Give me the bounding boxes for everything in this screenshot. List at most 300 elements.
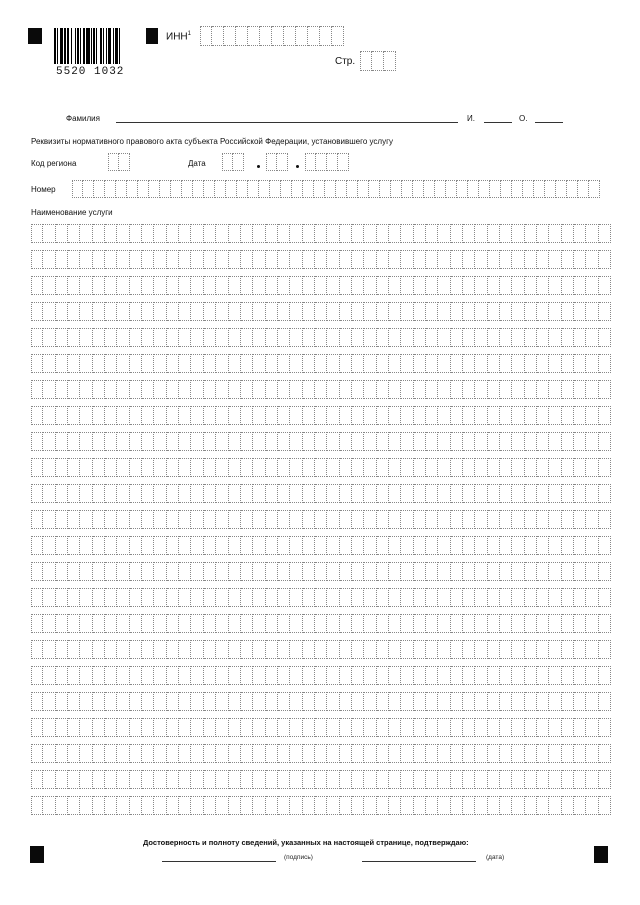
service-name-cell[interactable] <box>303 614 315 633</box>
act-number-cell[interactable] <box>413 180 424 198</box>
service-name-cell[interactable] <box>599 328 611 347</box>
service-name-cell[interactable] <box>377 744 389 763</box>
service-name-cell[interactable] <box>500 432 512 451</box>
service-name-cell[interactable] <box>512 718 524 737</box>
service-name-cell[interactable] <box>389 432 401 451</box>
service-name-cell[interactable] <box>130 692 142 711</box>
service-name-cell[interactable] <box>389 770 401 789</box>
service-name-cell[interactable] <box>389 302 401 321</box>
service-name-cell[interactable] <box>340 536 352 555</box>
service-name-cell[interactable] <box>525 744 537 763</box>
service-name-cell[interactable] <box>204 744 216 763</box>
service-name-cell[interactable] <box>537 796 549 815</box>
service-name-cell[interactable] <box>340 562 352 581</box>
service-name-cell[interactable] <box>43 484 55 503</box>
service-name-cell[interactable] <box>253 302 265 321</box>
act-number-cell[interactable] <box>72 180 83 198</box>
service-name-cell[interactable] <box>167 302 179 321</box>
act-number-cell[interactable] <box>105 180 116 198</box>
service-name-cell[interactable] <box>574 354 586 373</box>
service-name-cell[interactable] <box>117 770 129 789</box>
service-name-cell[interactable] <box>537 432 549 451</box>
service-name-cell[interactable] <box>204 354 216 373</box>
signature-field[interactable] <box>162 861 276 862</box>
service-name-cell[interactable] <box>500 666 512 685</box>
service-name-cell[interactable] <box>364 276 376 295</box>
service-name-cell[interactable] <box>93 250 105 269</box>
service-name-cell[interactable] <box>241 796 253 815</box>
service-name-cell[interactable] <box>475 458 487 477</box>
service-name-cell[interactable] <box>142 354 154 373</box>
region-code-cell[interactable] <box>119 153 130 171</box>
service-name-cell[interactable] <box>488 250 500 269</box>
service-name-cell[interactable] <box>340 640 352 659</box>
service-name-cell[interactable] <box>253 718 265 737</box>
service-name-cell[interactable] <box>179 744 191 763</box>
service-name-cell[interactable] <box>191 562 203 581</box>
service-name-cell[interactable] <box>512 458 524 477</box>
service-name-cell[interactable] <box>562 432 574 451</box>
service-name-cell[interactable] <box>43 458 55 477</box>
service-name-cell[interactable] <box>303 354 315 373</box>
service-name-cell[interactable] <box>451 536 463 555</box>
service-name-cell[interactable] <box>389 692 401 711</box>
service-name-cell[interactable] <box>401 640 413 659</box>
service-name-cell[interactable] <box>154 640 166 659</box>
service-name-cell[interactable] <box>130 224 142 243</box>
service-name-cell[interactable] <box>31 432 43 451</box>
service-name-cell[interactable] <box>438 744 450 763</box>
service-name-cell[interactable] <box>488 224 500 243</box>
service-name-cell[interactable] <box>586 458 598 477</box>
service-name-cell[interactable] <box>266 796 278 815</box>
service-name-cell[interactable] <box>500 692 512 711</box>
service-name-cell[interactable] <box>352 328 364 347</box>
service-name-cell[interactable] <box>414 302 426 321</box>
service-name-cell[interactable] <box>105 432 117 451</box>
service-name-cell[interactable] <box>352 354 364 373</box>
service-name-cell[interactable] <box>278 354 290 373</box>
service-name-cell[interactable] <box>377 224 389 243</box>
service-name-cell[interactable] <box>266 328 278 347</box>
initial-i-field[interactable] <box>484 122 512 123</box>
service-name-cell[interactable] <box>179 406 191 425</box>
service-name-cell[interactable] <box>537 666 549 685</box>
service-name-cell[interactable] <box>352 744 364 763</box>
service-name-cell[interactable] <box>142 458 154 477</box>
service-name-cell[interactable] <box>426 432 438 451</box>
service-name-cell[interactable] <box>130 302 142 321</box>
service-name-cell[interactable] <box>179 302 191 321</box>
service-name-cell[interactable] <box>599 718 611 737</box>
service-name-cell[interactable] <box>93 640 105 659</box>
service-name-cell[interactable] <box>204 796 216 815</box>
service-name-cell[interactable] <box>525 796 537 815</box>
service-name-cell[interactable] <box>56 380 68 399</box>
service-name-cell[interactable] <box>426 406 438 425</box>
act-number-cell[interactable] <box>226 180 237 198</box>
service-name-cell[interactable] <box>537 640 549 659</box>
service-name-cell[interactable] <box>364 354 376 373</box>
service-name-cell[interactable] <box>43 718 55 737</box>
service-name-cell[interactable] <box>241 484 253 503</box>
service-name-cell[interactable] <box>537 406 549 425</box>
service-name-cell[interactable] <box>154 510 166 529</box>
service-name-row[interactable] <box>31 744 611 763</box>
service-name-cell[interactable] <box>80 250 92 269</box>
service-name-cell[interactable] <box>512 354 524 373</box>
service-name-cell[interactable] <box>241 666 253 685</box>
service-name-cell[interactable] <box>130 510 142 529</box>
service-name-cell[interactable] <box>303 406 315 425</box>
service-name-cell[interactable] <box>438 224 450 243</box>
service-name-cell[interactable] <box>241 614 253 633</box>
service-name-cell[interactable] <box>266 224 278 243</box>
service-name-cell[interactable] <box>266 406 278 425</box>
service-name-cell[interactable] <box>463 770 475 789</box>
service-name-cell[interactable] <box>451 276 463 295</box>
service-name-cell[interactable] <box>414 484 426 503</box>
service-name-cell[interactable] <box>500 614 512 633</box>
service-name-cell[interactable] <box>154 224 166 243</box>
service-name-cell[interactable] <box>179 796 191 815</box>
service-name-cell[interactable] <box>475 354 487 373</box>
service-name-cell[interactable] <box>525 458 537 477</box>
service-name-cell[interactable] <box>525 224 537 243</box>
inn-cell[interactable] <box>296 26 308 46</box>
service-name-cell[interactable] <box>154 328 166 347</box>
service-name-cell[interactable] <box>414 406 426 425</box>
service-name-cell[interactable] <box>574 588 586 607</box>
service-name-cell[interactable] <box>438 302 450 321</box>
service-name-cell[interactable] <box>426 614 438 633</box>
service-name-cell[interactable] <box>80 718 92 737</box>
service-name-cell[interactable] <box>574 406 586 425</box>
service-name-cell[interactable] <box>549 562 561 581</box>
service-name-cell[interactable] <box>31 354 43 373</box>
service-name-cell[interactable] <box>229 250 241 269</box>
service-name-cell[interactable] <box>562 744 574 763</box>
service-name-cell[interactable] <box>488 796 500 815</box>
service-name-cell[interactable] <box>204 458 216 477</box>
service-name-cell[interactable] <box>229 588 241 607</box>
service-name-cell[interactable] <box>340 458 352 477</box>
service-name-cell[interactable] <box>290 536 302 555</box>
act-number-cell[interactable] <box>534 180 545 198</box>
service-name-cell[interactable] <box>463 510 475 529</box>
service-name-cell[interactable] <box>463 250 475 269</box>
service-name-cell[interactable] <box>451 510 463 529</box>
service-name-cell[interactable] <box>179 458 191 477</box>
service-name-cell[interactable] <box>327 744 339 763</box>
service-name-cell[interactable] <box>68 302 80 321</box>
service-name-cell[interactable] <box>488 588 500 607</box>
service-name-cell[interactable] <box>105 380 117 399</box>
service-name-cell[interactable] <box>488 744 500 763</box>
service-name-cell[interactable] <box>451 484 463 503</box>
act-number-cell[interactable] <box>281 180 292 198</box>
act-number-cell[interactable] <box>567 180 578 198</box>
service-name-cell[interactable] <box>266 276 278 295</box>
service-name-cell[interactable] <box>414 614 426 633</box>
service-name-cell[interactable] <box>80 770 92 789</box>
service-name-cell[interactable] <box>253 484 265 503</box>
page-number-cell[interactable] <box>360 51 372 71</box>
service-name-cell[interactable] <box>130 458 142 477</box>
act-number-cell[interactable] <box>479 180 490 198</box>
service-name-cell[interactable] <box>204 406 216 425</box>
service-name-cell[interactable] <box>303 458 315 477</box>
service-name-cell[interactable] <box>303 692 315 711</box>
service-name-cell[interactable] <box>303 666 315 685</box>
service-name-cell[interactable] <box>352 380 364 399</box>
service-name-cell[interactable] <box>599 380 611 399</box>
service-name-cell[interactable] <box>216 562 228 581</box>
service-name-cell[interactable] <box>463 796 475 815</box>
service-name-cell[interactable] <box>43 250 55 269</box>
service-name-cell[interactable] <box>562 692 574 711</box>
service-name-cell[interactable] <box>278 588 290 607</box>
service-name-cell[interactable] <box>253 536 265 555</box>
service-name-cell[interactable] <box>414 380 426 399</box>
service-name-cell[interactable] <box>241 510 253 529</box>
service-name-cell[interactable] <box>340 276 352 295</box>
service-name-cell[interactable] <box>179 770 191 789</box>
act-number-cell[interactable] <box>435 180 446 198</box>
inn-cell[interactable] <box>260 26 272 46</box>
service-name-cell[interactable] <box>167 770 179 789</box>
service-name-cell[interactable] <box>216 224 228 243</box>
service-name-cell[interactable] <box>327 432 339 451</box>
service-name-cell[interactable] <box>56 770 68 789</box>
service-name-cell[interactable] <box>426 562 438 581</box>
service-name-cell[interactable] <box>179 640 191 659</box>
service-name-cell[interactable] <box>352 692 364 711</box>
service-name-cell[interactable] <box>599 510 611 529</box>
service-name-cell[interactable] <box>599 224 611 243</box>
service-name-cell[interactable] <box>475 328 487 347</box>
service-name-cell[interactable] <box>512 432 524 451</box>
service-name-cell[interactable] <box>315 692 327 711</box>
service-name-cell[interactable] <box>179 484 191 503</box>
service-name-cell[interactable] <box>191 744 203 763</box>
service-name-cell[interactable] <box>43 328 55 347</box>
service-name-cell[interactable] <box>327 796 339 815</box>
service-name-cell[interactable] <box>93 432 105 451</box>
service-name-cell[interactable] <box>290 484 302 503</box>
service-name-cell[interactable] <box>229 614 241 633</box>
service-name-cell[interactable] <box>463 380 475 399</box>
service-name-cell[interactable] <box>451 640 463 659</box>
service-name-cell[interactable] <box>179 536 191 555</box>
service-name-cell[interactable] <box>154 484 166 503</box>
service-name-cell[interactable] <box>549 614 561 633</box>
service-name-cell[interactable] <box>537 302 549 321</box>
service-name-cell[interactable] <box>315 302 327 321</box>
service-name-cell[interactable] <box>549 250 561 269</box>
service-name-cell[interactable] <box>315 718 327 737</box>
service-name-cell[interactable] <box>488 510 500 529</box>
service-name-cell[interactable] <box>290 224 302 243</box>
act-number-cell[interactable] <box>259 180 270 198</box>
service-name-cell[interactable] <box>179 354 191 373</box>
service-name-cell[interactable] <box>130 484 142 503</box>
service-name-cell[interactable] <box>93 328 105 347</box>
service-name-cell[interactable] <box>229 458 241 477</box>
service-name-cell[interactable] <box>303 484 315 503</box>
service-name-cell[interactable] <box>191 666 203 685</box>
service-name-cell[interactable] <box>266 250 278 269</box>
service-name-cell[interactable] <box>525 380 537 399</box>
service-name-cell[interactable] <box>93 614 105 633</box>
service-name-cell[interactable] <box>204 302 216 321</box>
service-name-cell[interactable] <box>401 432 413 451</box>
service-name-cell[interactable] <box>599 588 611 607</box>
service-name-cell[interactable] <box>142 718 154 737</box>
service-name-cell[interactable] <box>31 692 43 711</box>
service-name-cell[interactable] <box>80 588 92 607</box>
service-name-cell[interactable] <box>364 250 376 269</box>
service-name-cell[interactable] <box>401 276 413 295</box>
service-name-cell[interactable] <box>241 302 253 321</box>
service-name-cell[interactable] <box>537 224 549 243</box>
service-name-cell[interactable] <box>191 536 203 555</box>
act-number-cell[interactable] <box>138 180 149 198</box>
service-name-cell[interactable] <box>179 666 191 685</box>
service-name-row[interactable] <box>31 224 611 243</box>
service-name-cell[interactable] <box>278 484 290 503</box>
service-name-cell[interactable] <box>229 302 241 321</box>
service-name-cell[interactable] <box>31 770 43 789</box>
service-name-cell[interactable] <box>56 250 68 269</box>
service-name-cell[interactable] <box>340 354 352 373</box>
service-name-cell[interactable] <box>315 276 327 295</box>
service-name-cell[interactable] <box>43 536 55 555</box>
service-name-cell[interactable] <box>204 588 216 607</box>
service-name-cell[interactable] <box>93 666 105 685</box>
service-name-cell[interactable] <box>364 302 376 321</box>
service-name-cell[interactable] <box>93 718 105 737</box>
service-name-cell[interactable] <box>364 796 376 815</box>
service-name-cell[interactable] <box>278 458 290 477</box>
service-name-cell[interactable] <box>340 614 352 633</box>
service-name-cell[interactable] <box>68 224 80 243</box>
service-name-cell[interactable] <box>426 588 438 607</box>
service-name-cell[interactable] <box>229 536 241 555</box>
service-name-cell[interactable] <box>117 484 129 503</box>
service-name-cell[interactable] <box>303 328 315 347</box>
service-name-cell[interactable] <box>525 406 537 425</box>
service-name-cell[interactable] <box>512 666 524 685</box>
service-name-cell[interactable] <box>500 328 512 347</box>
service-name-cell[interactable] <box>290 250 302 269</box>
service-name-cell[interactable] <box>364 536 376 555</box>
service-name-cell[interactable] <box>549 588 561 607</box>
service-name-cell[interactable] <box>43 588 55 607</box>
service-name-cell[interactable] <box>549 796 561 815</box>
service-name-cell[interactable] <box>377 536 389 555</box>
service-name-cell[interactable] <box>154 458 166 477</box>
service-name-cell[interactable] <box>266 640 278 659</box>
service-name-cell[interactable] <box>401 406 413 425</box>
service-name-cell[interactable] <box>389 744 401 763</box>
act-number-cell[interactable] <box>578 180 589 198</box>
service-name-cell[interactable] <box>352 666 364 685</box>
service-name-row[interactable] <box>31 614 611 633</box>
service-name-cell[interactable] <box>500 458 512 477</box>
service-name-cell[interactable] <box>117 588 129 607</box>
service-name-cell[interactable] <box>389 536 401 555</box>
service-name-cell[interactable] <box>80 796 92 815</box>
service-name-cell[interactable] <box>315 380 327 399</box>
signature-date-field[interactable] <box>362 861 476 862</box>
service-name-cell[interactable] <box>154 432 166 451</box>
service-name-cell[interactable] <box>216 380 228 399</box>
service-name-cell[interactable] <box>401 250 413 269</box>
service-name-cell[interactable] <box>290 718 302 737</box>
service-name-cell[interactable] <box>117 302 129 321</box>
service-name-cell[interactable] <box>303 770 315 789</box>
act-number-cell[interactable] <box>292 180 303 198</box>
service-name-cell[interactable] <box>475 744 487 763</box>
service-name-cell[interactable] <box>130 406 142 425</box>
service-name-cell[interactable] <box>117 458 129 477</box>
service-name-cell[interactable] <box>451 666 463 685</box>
service-name-cell[interactable] <box>537 562 549 581</box>
service-name-cell[interactable] <box>142 380 154 399</box>
service-name-cell[interactable] <box>327 692 339 711</box>
service-name-cell[interactable] <box>451 692 463 711</box>
service-name-cell[interactable] <box>500 406 512 425</box>
service-name-cell[interactable] <box>117 692 129 711</box>
service-name-cell[interactable] <box>537 744 549 763</box>
service-name-cell[interactable] <box>142 588 154 607</box>
service-name-cell[interactable] <box>266 484 278 503</box>
service-name-cell[interactable] <box>253 250 265 269</box>
date-year-cell[interactable] <box>316 153 327 171</box>
service-name-cell[interactable] <box>463 224 475 243</box>
service-name-cell[interactable] <box>154 380 166 399</box>
service-name-cell[interactable] <box>117 432 129 451</box>
service-name-cell[interactable] <box>167 432 179 451</box>
service-name-cell[interactable] <box>315 562 327 581</box>
service-name-cell[interactable] <box>512 640 524 659</box>
service-name-cell[interactable] <box>451 224 463 243</box>
service-name-cell[interactable] <box>241 354 253 373</box>
service-name-cell[interactable] <box>599 276 611 295</box>
service-name-cell[interactable] <box>241 536 253 555</box>
service-name-cell[interactable] <box>56 328 68 347</box>
service-name-cell[interactable] <box>562 614 574 633</box>
service-name-cell[interactable] <box>512 380 524 399</box>
service-name-cell[interactable] <box>364 380 376 399</box>
service-name-cell[interactable] <box>117 640 129 659</box>
service-name-cell[interactable] <box>463 536 475 555</box>
service-name-cell[interactable] <box>525 588 537 607</box>
service-name-cell[interactable] <box>216 666 228 685</box>
service-name-cell[interactable] <box>599 354 611 373</box>
service-name-cell[interactable] <box>80 354 92 373</box>
page-number-field[interactable] <box>360 51 396 71</box>
service-name-row[interactable] <box>31 354 611 373</box>
service-name-row[interactable] <box>31 510 611 529</box>
service-name-cell[interactable] <box>266 614 278 633</box>
inn-cell[interactable] <box>272 26 284 46</box>
service-name-cell[interactable] <box>290 432 302 451</box>
act-number-cell[interactable] <box>545 180 556 198</box>
service-name-cell[interactable] <box>451 770 463 789</box>
service-name-cell[interactable] <box>191 770 203 789</box>
